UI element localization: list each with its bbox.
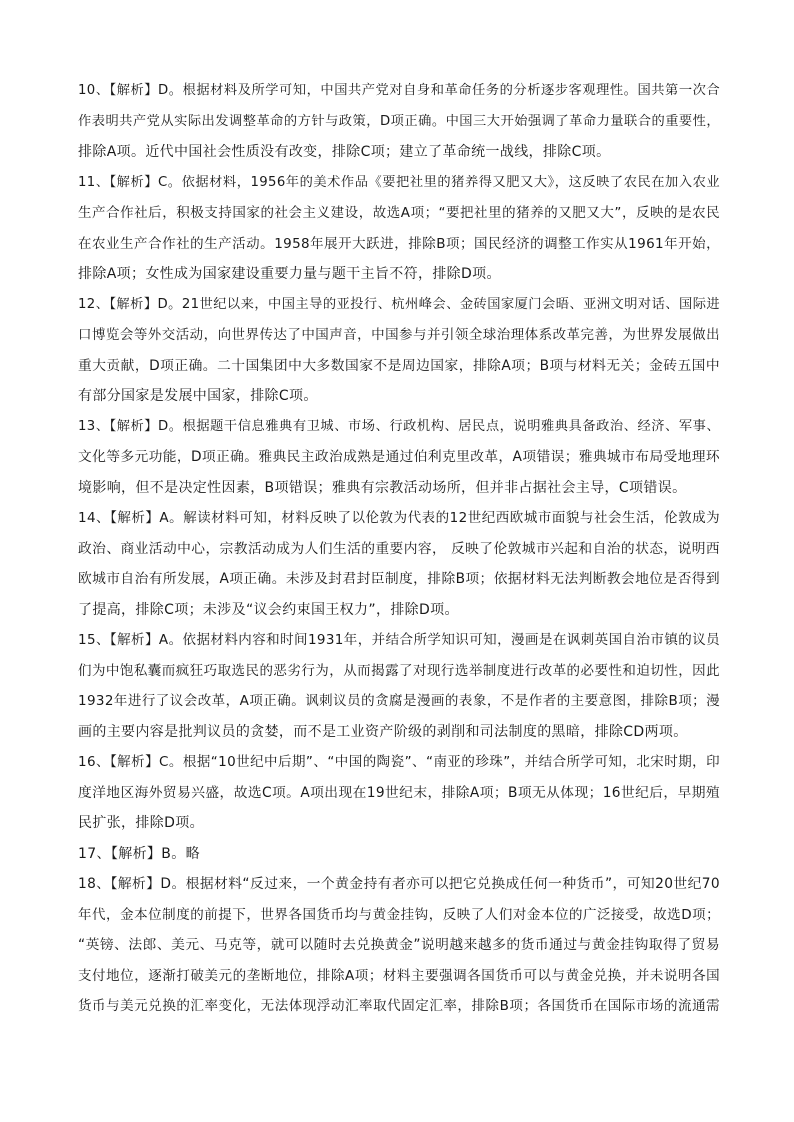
answer-item-12 (78, 290, 720, 412)
answer-line: 1932年进行了议会改革，A项正确。讽刺议员的贪腐是漫画的表象，不是作者的主要意图，排除B项；漫 (78, 693, 720, 709)
answer-line: 欧城市自治有所发展，A项正确。未涉及封君封臣制度，排除B项；依据材料无法判断教会地位是否得到 (78, 571, 720, 587)
answer-line: 12、【解析】D。21世纪以来，中国主导的亚投行、杭州峰会、金砖国家厦门会晤、亚洲文明对话、国际进 (78, 296, 720, 312)
answer-line: 支付地位，逐渐打破美元的垄断地位，排除A项；材料主要强调各国货币可以与黄金兑换，并未说明各国 (78, 967, 720, 984)
answer-line: 重大贡献，D项正确。二十国集团中大多数国家不是周边国家，排除A项；B项与材料无关；金砖五国中 (78, 357, 720, 374)
answer-line: 在农业生产合作社的生产活动。1958年展开大跃进，排除B项；国民经济的调整工作实从1961年开始， (78, 235, 720, 252)
answer-item-17 (78, 839, 720, 870)
answer-line: 作表明共产党从实际出发调整革命的方针与政策，D项正确。中国三大开始强调了革命力量联合的重要性， (78, 113, 720, 129)
answer-line: 画的主要内容是批判议员的贪婪，而不是工业资产阶级的剥削和司法制度的黑暗，排除CD两项。 (78, 723, 688, 740)
answer-item-11 (78, 168, 720, 290)
answer-item-18 (78, 869, 720, 1022)
answer-line: 口博览会等外交活动，向世界传达了中国声音，中国参与并引领全球治理体系改革完善，为世界发展做出 (78, 327, 720, 343)
answer-line: 年代，金本位制度的前提下，世界各国货币均与黄金挂钩，反映了人们对金本位的广泛接受，故选D项； (78, 906, 720, 923)
answer-line: 货币与美元兑换的汇率变化，无法体现浮动汇率取代固定汇率，排除B项；各国货币在国际市场的流通需 (78, 998, 720, 1014)
answer-line: “英镑、法郎、美元、马克等，就可以随时去兑换黄金”说明越来越多的货币通过与黄金挂钩取得了贸易 (78, 937, 720, 953)
answer-explanations-page (78, 76, 720, 1022)
answer-line: 14、【解析】A。解读材料可知，材料反映了以伦敦为代表的12世纪西欧城市面貌与社会生活，伦敦成为 (78, 510, 720, 526)
answer-line: 15、【解析】A。依据材料内容和时间1931年，并结合所学知识可知，漫画是在讽刺英国自治市镇的议员 (78, 632, 720, 648)
answer-item-13 (78, 412, 720, 504)
answer-line: 们为中饱私囊而疯狂巧取选民的恶劣行为，从而揭露了对现行选举制度进行改革的必要性和迫切性，因此 (78, 662, 720, 679)
answer-line: 16、【解析】C。根据“10世纪中后期”、“中国的陶瓷”、“南亚的珍珠”，并结合所学可知，北宋时期，印 (78, 754, 720, 770)
answer-line: 18、【解析】D。根据材料“反过来，一个黄金持有者亦可以把它兑换成任何一种货币”，可知20世纪70 (78, 876, 720, 892)
answer-line: 10、【解析】D。根据材料及所学可知，中国共产党对自身和革命任务的分析逐步客观理性。国共第一次合 (78, 83, 720, 98)
answer-item-10 (78, 76, 720, 168)
answer-line: 有部分国家是发展中国家，排除C项。 (78, 388, 318, 404)
answer-line: 11、【解析】C。依据材料，1956年的美术作品《要把社里的猪养得又肥又大》，这反映了农民在加入农业 (78, 174, 720, 190)
answer-item-14 (78, 503, 720, 625)
answer-item-16 (78, 747, 720, 839)
answer-line: 17、【解析】B。略 (78, 845, 200, 862)
answer-line: 民扩张，排除D项。 (78, 815, 204, 831)
answer-line: 生产合作社后，积极支持国家的社会主义建设，故选A项；“要把社里的猪养的又肥又大”，反映的是农民 (78, 205, 720, 221)
answer-line: 13、【解析】D。根据题干信息雅典有卫城、市场、行政机构、居民点，说明雅典具备政治、经济、军事、 (78, 418, 720, 434)
answer-line: 了提高，排除C项；未涉及“议会约束国王权力”，排除D项。 (78, 601, 459, 618)
answer-line: 境影响，但不是决定性因素，B项错误；雅典有宗教活动场所，但并非占据社会主导，C项错误。 (78, 479, 687, 496)
answer-item-15 (78, 625, 720, 747)
answer-line: 度洋地区海外贸易兴盛，故选C项。A项出现在19世纪末，排除A项；B项无从体现；16世纪后，早期殖 (78, 784, 720, 801)
answer-line: 文化等多元功能，D项正确。雅典民主政治成熟是通过伯利克里改革，A项错误；雅典城市布局受地理环 (78, 449, 720, 465)
answer-line: 排除A项；女性成为国家建设重要力量与题干主旨不符，排除D项。 (78, 266, 501, 282)
answer-line: 排除A项。近代中国社会性质没有改变，排除C项；建立了革命统一战线，排除C项。 (78, 144, 611, 160)
answer-line: 政治、商业活动中心，宗教活动成为人们生活的重要内容， 反映了伦敦城市兴起和自治的状态，说明西 (78, 540, 720, 557)
